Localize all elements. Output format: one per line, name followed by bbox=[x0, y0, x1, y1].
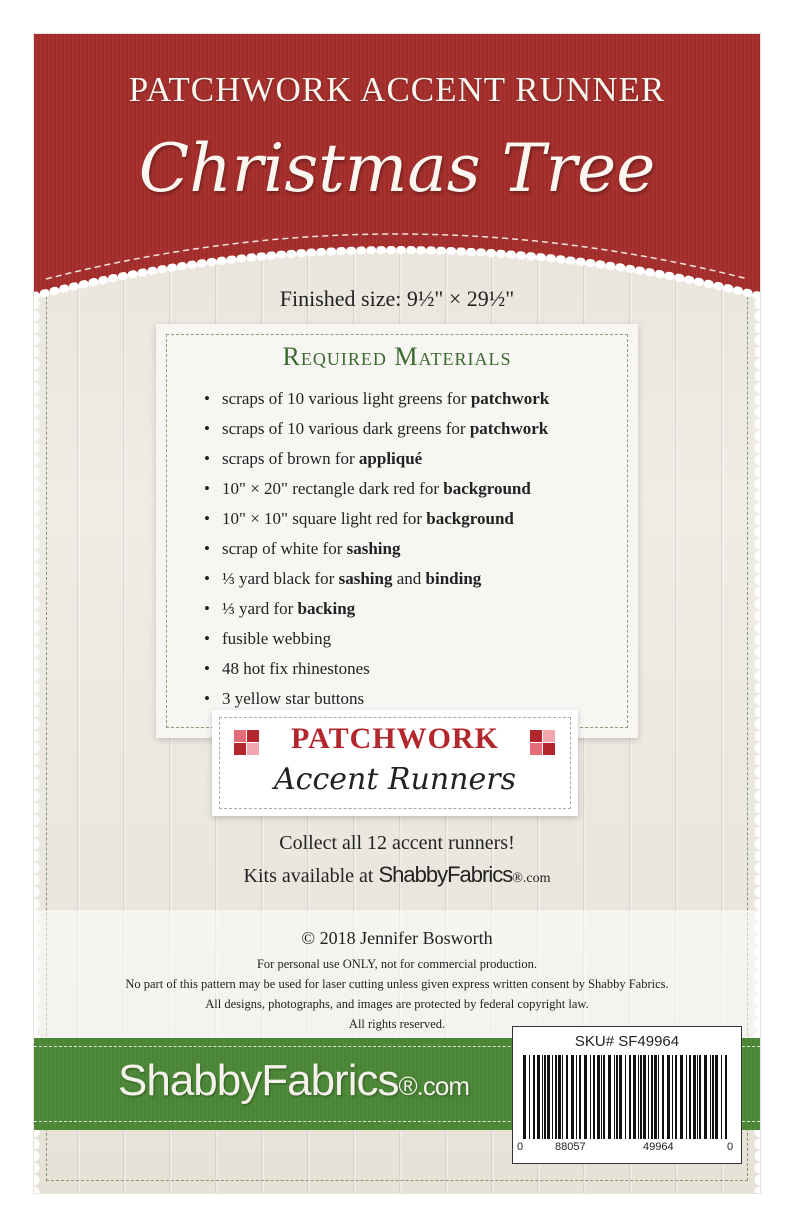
kits-suffix: ®.com bbox=[512, 871, 551, 886]
barcode-bar bbox=[555, 1055, 557, 1139]
barcode-bar bbox=[608, 1055, 611, 1139]
material-text: scraps of 10 various light greens for bbox=[222, 389, 471, 408]
barcode-bar bbox=[603, 1055, 605, 1139]
material-emphasis: background bbox=[443, 479, 531, 498]
material-text: 3 yellow star buttons bbox=[222, 689, 365, 708]
material-item bbox=[204, 474, 549, 504]
barcode-bar bbox=[712, 1055, 714, 1139]
header-banner bbox=[34, 34, 760, 304]
barcode-bar bbox=[571, 1055, 574, 1139]
barcode-bar bbox=[544, 1055, 546, 1139]
bullet-icon: • bbox=[204, 659, 210, 678]
barcode-bar bbox=[537, 1055, 540, 1139]
kits-brand: ShabbyFabrics bbox=[378, 862, 513, 887]
material-text: 10" × 20" rectangle dark red for bbox=[222, 479, 444, 498]
material-item bbox=[204, 504, 549, 534]
material-emphasis: backing bbox=[297, 599, 356, 618]
material-emphasis: patchwork bbox=[470, 389, 550, 408]
barcode-bar bbox=[601, 1055, 602, 1139]
sku-text: SKU# SF49964 bbox=[574, 1033, 680, 1050]
barcode-bar bbox=[658, 1055, 659, 1139]
material-text: and bbox=[392, 569, 426, 588]
finished-size: Finished size: 9½" × 29½" bbox=[279, 286, 515, 311]
material-emphasis: binding bbox=[425, 569, 482, 588]
legal-line: All designs, photographs, and images are protected by federal copyright law. bbox=[205, 997, 589, 1011]
barcode-bar bbox=[616, 1055, 618, 1139]
barcode-label bbox=[512, 1026, 742, 1164]
barcode-bar bbox=[689, 1055, 691, 1139]
barcode-bar bbox=[576, 1055, 577, 1139]
barcode-bar bbox=[558, 1055, 561, 1139]
barcode-bar bbox=[552, 1055, 553, 1139]
material-item bbox=[204, 594, 549, 624]
material-text: ⅓ yard for bbox=[222, 599, 298, 618]
bullet-icon: • bbox=[204, 569, 210, 588]
material-text: fusible webbing bbox=[222, 629, 332, 648]
legal-line: For personal use ONLY, not for commercial production. bbox=[256, 957, 538, 971]
material-emphasis: appliqué bbox=[358, 449, 423, 468]
material-emphasis: sashing bbox=[338, 569, 393, 588]
barcode-bar bbox=[640, 1055, 642, 1139]
brand-name: ShabbyFabrics bbox=[118, 1056, 399, 1105]
material-item bbox=[204, 414, 549, 444]
pattern-series-title: PATCHWORK ACCENT RUNNER bbox=[128, 70, 666, 109]
bullet-icon: • bbox=[204, 389, 210, 408]
material-emphasis: patchwork bbox=[469, 419, 549, 438]
barcode-bar bbox=[704, 1055, 707, 1139]
legal-line: No part of this pattern may be used for laser cutting unless given express written consent by Shabby Fabrics. bbox=[125, 977, 669, 991]
barcode-bar bbox=[699, 1055, 701, 1139]
barcode-bar bbox=[697, 1055, 698, 1139]
barcode-bar bbox=[675, 1055, 677, 1139]
materials-list bbox=[204, 384, 549, 714]
materials-panel bbox=[156, 324, 638, 738]
barcode-bar bbox=[614, 1055, 615, 1139]
barcode-bar bbox=[523, 1055, 526, 1139]
barcode-bar bbox=[566, 1055, 568, 1139]
materials-title: Required Materials bbox=[282, 342, 512, 371]
barcode-bar bbox=[651, 1055, 653, 1139]
barcode-bar bbox=[597, 1055, 600, 1139]
material-item bbox=[204, 654, 549, 684]
pattern-name: Christmas Tree bbox=[138, 130, 656, 207]
barcode-bar bbox=[533, 1055, 535, 1139]
brand-suffix: ®.com bbox=[398, 1071, 469, 1101]
legal-notice bbox=[34, 954, 760, 1034]
collect-text: Collect all 12 accent runners! bbox=[279, 832, 515, 854]
material-item bbox=[204, 384, 549, 414]
kits-available-text bbox=[34, 862, 760, 888]
brand-logo bbox=[118, 1056, 469, 1106]
barcode-bar bbox=[680, 1055, 683, 1139]
barcode-bar bbox=[710, 1055, 711, 1139]
barcode-bar bbox=[686, 1055, 687, 1139]
barcode-bar bbox=[715, 1055, 718, 1139]
logo-accent-runners-text: Accent Runners bbox=[274, 762, 516, 797]
barcode-bar bbox=[625, 1055, 626, 1139]
barcode-bar bbox=[672, 1055, 673, 1139]
material-text: ⅓ yard black for bbox=[222, 569, 339, 588]
material-text: scrap of white for bbox=[222, 539, 347, 558]
barcode-bar bbox=[643, 1055, 646, 1139]
barcode-digit: 0 bbox=[727, 1141, 734, 1153]
barcode-bar bbox=[638, 1055, 639, 1139]
material-emphasis: sashing bbox=[346, 539, 401, 558]
material-emphasis: background bbox=[426, 509, 514, 528]
bullet-icon: • bbox=[204, 479, 210, 498]
material-text: 10" × 10" square light red for bbox=[222, 509, 427, 528]
material-item bbox=[204, 534, 549, 564]
barcode-bar bbox=[667, 1055, 670, 1139]
barcode-bar bbox=[693, 1055, 696, 1139]
barcode-icon bbox=[523, 1055, 731, 1139]
barcode-bar bbox=[725, 1055, 727, 1139]
barcode-bar bbox=[584, 1055, 587, 1139]
barcode-bar bbox=[721, 1055, 722, 1139]
barcode-bar bbox=[662, 1055, 664, 1139]
barcode-bar bbox=[619, 1055, 622, 1139]
barcode-bar bbox=[633, 1055, 636, 1139]
barcode-bar bbox=[648, 1055, 649, 1139]
bullet-icon: • bbox=[204, 599, 210, 618]
bullet-icon: • bbox=[204, 449, 210, 468]
logo-patchwork-text: PATCHWORK bbox=[291, 722, 499, 755]
bullet-icon: • bbox=[204, 419, 210, 438]
bullet-icon: • bbox=[204, 689, 210, 708]
barcode-bar bbox=[529, 1055, 530, 1139]
barcode-bar bbox=[542, 1055, 543, 1139]
bullet-icon: • bbox=[204, 539, 210, 558]
legal-line: All rights reserved. bbox=[348, 1017, 446, 1031]
barcode-bar bbox=[547, 1055, 550, 1139]
barcode-bar bbox=[562, 1055, 563, 1139]
barcode-bar bbox=[579, 1055, 581, 1139]
barcode-bar bbox=[654, 1055, 657, 1139]
barcode-digit: 0 bbox=[517, 1141, 524, 1153]
barcode-bar bbox=[629, 1055, 631, 1139]
kits-prefix: Kits available at bbox=[243, 865, 379, 887]
material-item bbox=[204, 624, 549, 654]
bullet-icon: • bbox=[204, 629, 210, 648]
material-item bbox=[204, 444, 549, 474]
barcode-bar bbox=[593, 1055, 595, 1139]
pattern-card bbox=[34, 34, 760, 1193]
material-text: scraps of 10 various dark greens for bbox=[222, 419, 470, 438]
material-text: 48 hot fix rhinestones bbox=[222, 659, 370, 678]
barcode-digit: 49964 bbox=[643, 1141, 674, 1153]
barcode-digit: 88057 bbox=[555, 1141, 586, 1153]
material-text: scraps of brown for bbox=[222, 449, 359, 468]
material-item bbox=[204, 564, 549, 594]
barcode-bar bbox=[590, 1055, 591, 1139]
bullet-icon: • bbox=[204, 509, 210, 528]
series-logo bbox=[212, 710, 578, 816]
copyright: © 2018 Jennifer Bosworth bbox=[301, 928, 493, 948]
